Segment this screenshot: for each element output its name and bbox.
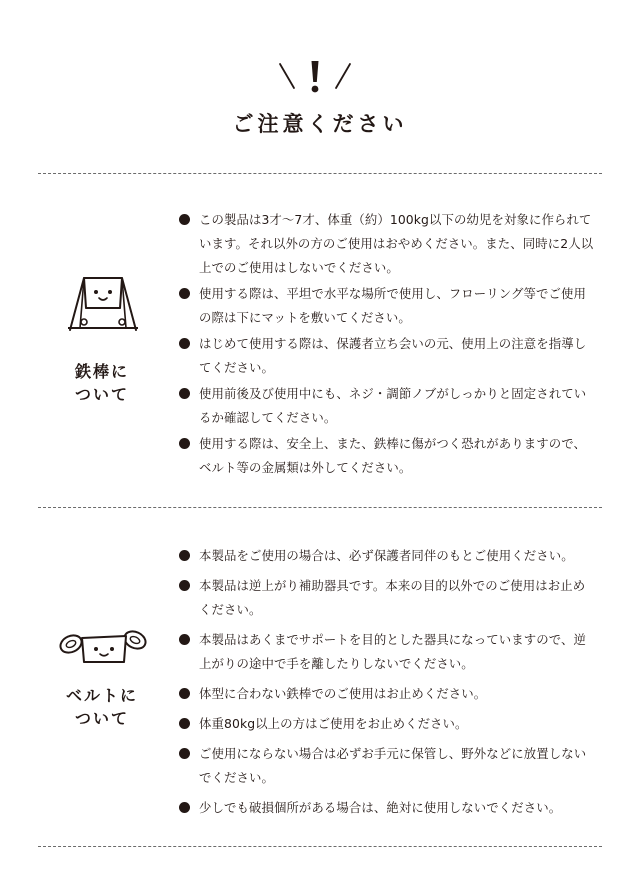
list-item (177, 282, 597, 330)
bullet-dot-icon (179, 802, 190, 813)
bullet-dot-icon (179, 634, 190, 645)
iron-bar-icon (64, 272, 142, 338)
list-item (177, 574, 597, 622)
list-item (177, 742, 597, 790)
section-label (52, 684, 152, 730)
bullet-dot-icon (179, 688, 190, 699)
section-label (52, 360, 152, 406)
list-item-text: はじめて使用する際は、保護者立ち会いの元、使用上の注意を指導してください。 (199, 336, 587, 375)
list-item-text: 本製品は逆上がり補助器具です。本来の目的以外でのご使用はお止めください。 (199, 578, 586, 617)
list-item (177, 382, 597, 430)
bullet-dot-icon (179, 438, 190, 449)
bullet-dot-icon (179, 288, 190, 299)
bullet-dot-icon (179, 388, 190, 399)
bullet-dot-icon (179, 214, 190, 225)
list-item-text: 体重80kg以上の方はご使用をお止めください。 (199, 716, 468, 731)
list-item (177, 712, 597, 736)
list-item-text: ご使用にならない場合は必ずお手元に保管し、野外などに放置しないでください。 (199, 746, 587, 785)
exclamation-icon (270, 58, 360, 98)
bullet-dot-icon (179, 718, 190, 729)
caution-list (177, 208, 597, 482)
bullet-dot-icon (179, 550, 190, 561)
list-item-text: 使用する際は、平坦で水平な場所で使用し、フローリング等でご使用の際は下にマットを敷いてください。 (199, 286, 586, 325)
list-item (177, 544, 597, 568)
list-item-text: 体型に合わない鉄棒でのご使用はお止めください。 (199, 686, 487, 701)
bullet-dot-icon (179, 580, 190, 591)
list-item (177, 628, 597, 676)
list-item-text: 使用する際は、安全上、また、鉄棒に傷がつく恐れがありますので、ベルト等の金属類は外してください。 (199, 436, 586, 475)
list-item-text: 使用前後及び使用中にも、ネジ・調節ノブがしっかりと固定されているか確認してください。 (199, 386, 587, 425)
list-item-text: 本製品をご使用の場合は、必ず保護者同伴のもとご使用ください。 (199, 548, 574, 563)
section-belt (0, 508, 640, 846)
section-label-line1: ベルトに (65, 686, 138, 705)
section-divider (38, 846, 602, 847)
section-label-line2: ついて (74, 709, 129, 728)
page-title: ご注意ください (232, 112, 408, 136)
list-item (177, 332, 597, 380)
caution-list (177, 544, 597, 826)
bullet-dot-icon (179, 338, 190, 349)
section-iron-bar (0, 174, 640, 507)
list-item (177, 682, 597, 706)
bullet-dot-icon (179, 748, 190, 759)
section-label-line1: 鉄棒に (74, 362, 129, 381)
list-item-text: 本製品はあくまでサポートを目的とした器具になっていますので、逆上がりの途中で手を離したりしないでください。 (199, 632, 586, 671)
list-item (177, 796, 597, 820)
list-item-text: 少しでも破損個所がある場合は、絶対に使用しないでください。 (199, 800, 562, 815)
belt-icon (56, 622, 150, 668)
list-item (177, 432, 597, 480)
list-item-text: この製品は3才〜7才、体重（約）100kg以下の幼児を対象に作られています。それ以外の方のご使用はおやめください。また、同時に2人以上でのご使用はしないでください。 (199, 212, 594, 275)
list-item (177, 208, 597, 280)
section-label-line2: ついて (74, 385, 129, 404)
